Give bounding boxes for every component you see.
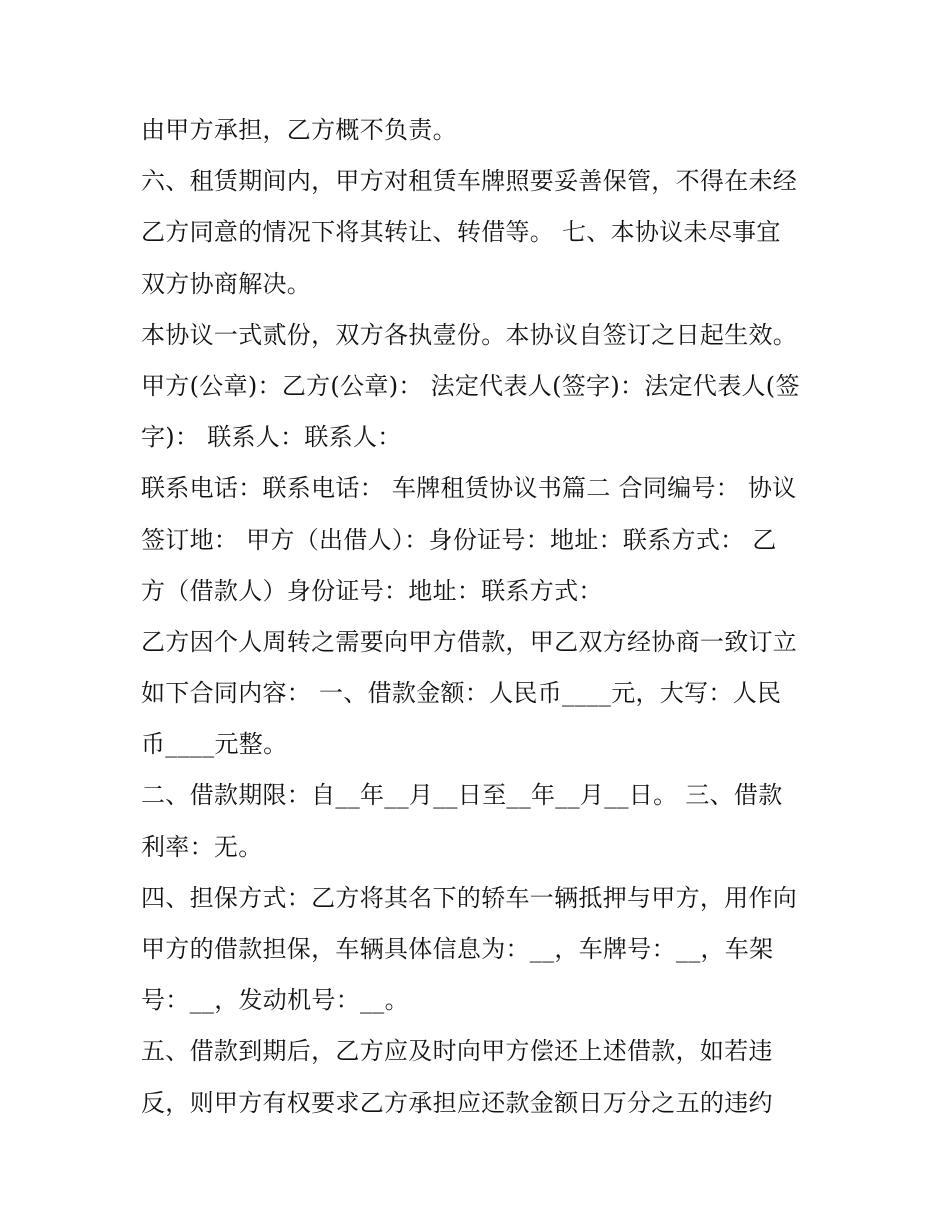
- text-line: 四、担保方式：乙方将其名下的轿车一辆抵押与甲方，用作向: [141, 883, 798, 912]
- text-line: 本协议一式贰份，双方各执壹份。本协议自签订之日起生效。: [141, 320, 798, 349]
- text-line: 甲方(公章)：乙方(公章)： 法定代表人(签字)：法定代表人(签: [141, 371, 800, 400]
- text-line: 五、借款到期后，乙方应及时向甲方偿还上述借款，如若违: [141, 1037, 773, 1066]
- text-line: 反，则甲方有权要求乙方承担应还款金额日万分之五的违约: [141, 1088, 773, 1117]
- text-line: 二、借款期限：自__年__月__日至__年__月__日。 三、借款: [141, 781, 783, 810]
- text-line: 币____元整。: [141, 730, 288, 759]
- text-line: 乙方因个人周转之需要向甲方借款，甲乙双方经协商一致订立: [141, 627, 798, 656]
- text-line: 如下合同内容： 一、借款金额：人民币____元，大写：人民: [141, 679, 782, 708]
- text-line: 双方协商解决。: [141, 269, 312, 298]
- text-line: 签订地： 甲方（出借人）：身份证号：地址：联系方式： 乙: [141, 525, 777, 554]
- text-line: 乙方同意的情况下将其转让、转借等。 七、本协议未尽事宜: [141, 218, 781, 247]
- text-line: 六、租赁期间内，甲方对租赁车牌照要妥善保管，不得在未经: [141, 167, 798, 196]
- text-line: 号：__，发动机号：__。: [141, 986, 409, 1015]
- text-line: 联系电话：联系电话： 车牌租赁协议书篇二 合同编号： 协议: [141, 474, 797, 503]
- text-line: 利率：无。: [141, 832, 263, 861]
- text-line: 甲方的借款担保，车辆具体信息为：__，车牌号：__，车架: [141, 935, 774, 963]
- text-line: 由甲方承担，乙方概不负责。: [141, 116, 457, 144]
- text-line: 方（借款人）身份证号：地址：联系方式：: [141, 576, 603, 605]
- document-body: [141, 105, 821, 1129]
- text-line: 字)： 联系人：联系人：: [141, 423, 402, 452]
